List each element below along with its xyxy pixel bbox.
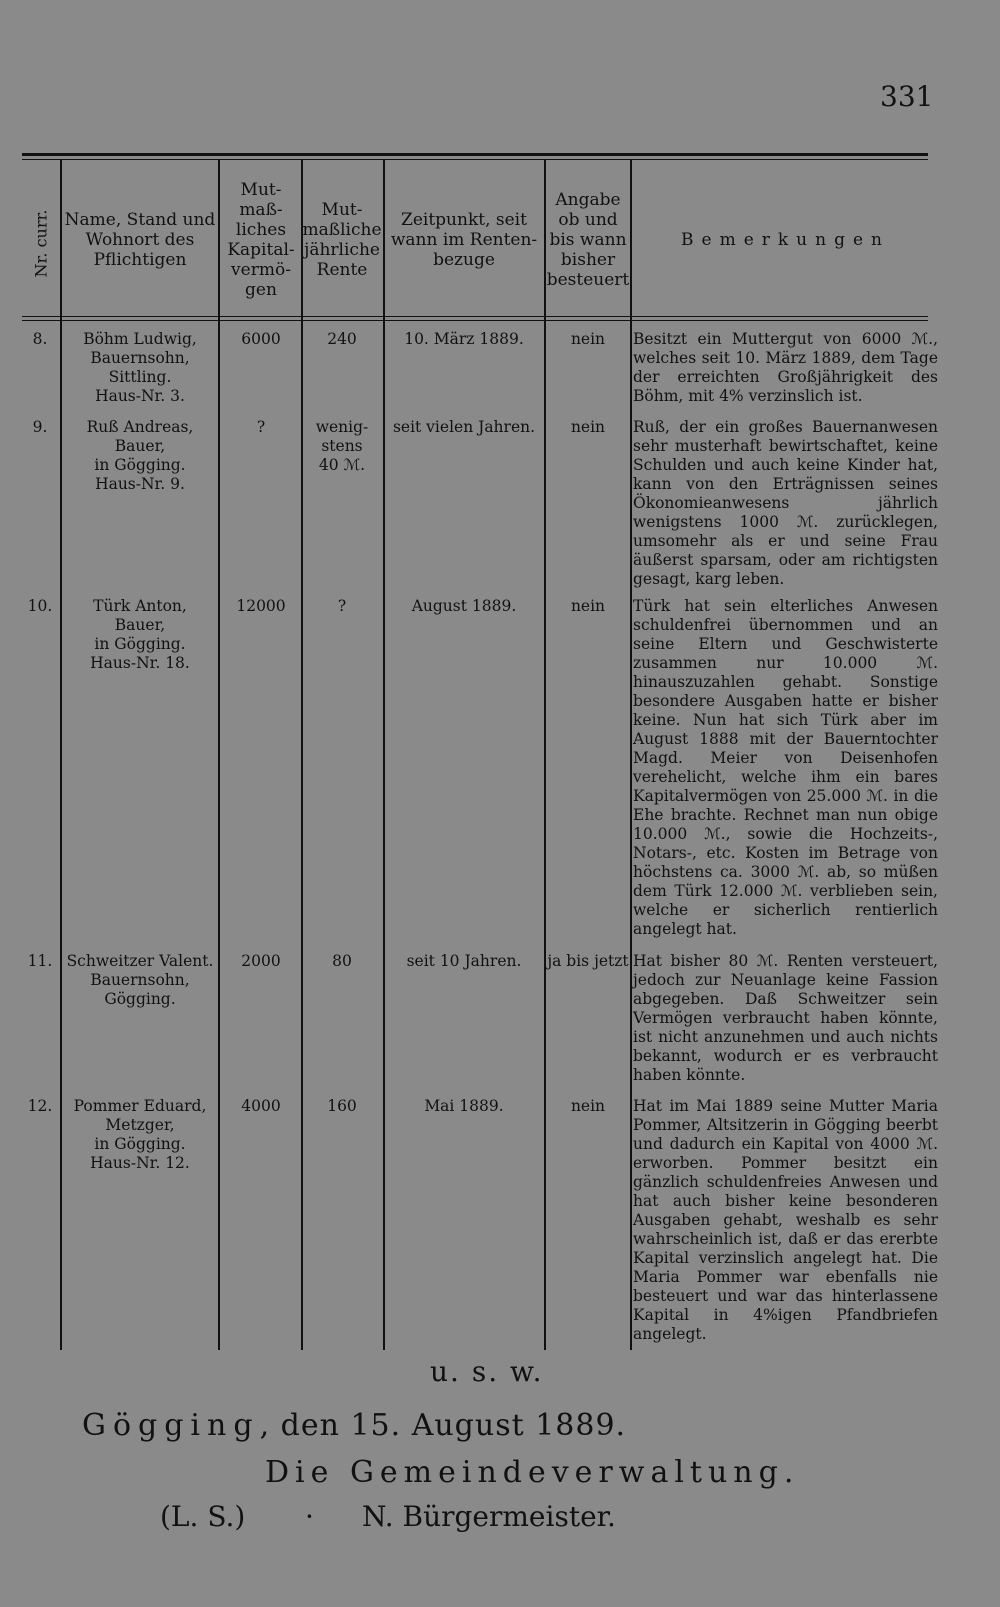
seal-mark: (L. S.) [160,1500,246,1533]
row-name: Türk Anton, Bauer, in Gögging. Haus-Nr. 18. [90,597,190,672]
row-name: Böhm Ludwig, Bauernsohn, Sittling. Haus-Nr. 3. [83,330,197,405]
row-bemerkung: Ruß, der ein großes Bauernanwesen sehr musterhaft bewirtschaftet, keine Schulden und auch keine Kinder hat, kann von den Erträgnissen seines Ökonomieanwesens jährlich wenigstens 1000 ℳ. zurücklegen, umsomehr als er und seine Frau äußerst sparsam, oder am richtigsten gesagt, karg leben. [633,418,938,588]
row-nr: 10. [27,597,53,615]
row-rente: 240 [327,330,357,348]
row-bemerkung: Türk hat sein elterliches Anwesen schuldenfrei übernommen und an seine Eltern und Geschwisterte zusammen nur 10.000 ℳ. hinauszuzahlen gehabt. Sonstige besondere Ausgaben hatte er bisher keine. Nun hat sich Türk aber im August 1888 mit der Bauerntochter Magd. Meier von Deisenhofen verehelicht, welche ihm ein bares Kapitalvermögen von 25.000 ℳ. in die Ehe brachte. Rechnet man nun obige 10.000 ℳ., sowie die Hochzeits-, Notars-, etc. Kosten im Betrage von höchstens ca. 3000 ℳ. ab, so müßen dem Türk 12.000 ℳ. verblieben sein, welche er sicherlich rentierlich angelegt hat. [633,597,938,938]
row-angabe: nein [570,330,606,348]
row-rente: 80 [332,952,352,970]
row-zeitpunkt: Mai 1889. [424,1097,504,1115]
row-nr: 9. [32,418,48,436]
row-angabe: nein [570,1097,606,1115]
row-zeitpunkt: 10. März 1889. [404,330,524,348]
row-angabe: ja bis jetzt [547,952,629,970]
row-rente: 160 [327,1097,357,1115]
page-number: 331 [880,80,934,113]
row-angabe: nein [570,418,606,436]
place-date-line [82,1408,626,1443]
row-kapital: 2000 [241,952,281,970]
header-angabe: Angabe ob und bis wann bisher besteuert [546,190,630,290]
row-name: Ruß Andreas, Bauer, in Gögging. Haus-Nr. 9. [86,418,194,493]
row-kapital: 6000 [241,330,281,348]
row-zeitpunkt: August 1889. [411,597,517,615]
row-nr: 8. [32,330,48,348]
row-bemerkung: Hat bisher 80 ℳ. Renten versteuert, jedoch zur Neuanlage keine Fassion abgegeben. Daß Schweitzer sein Vermögen verbraucht haben könnte, ist nicht anzunehmen und auch nichts bekannt, wodurch er es verbraucht haben könnte. [633,952,938,1084]
row-nr: 11. [27,952,53,970]
row-kapital: 4000 [241,1097,281,1115]
separator-dot: · [305,1500,314,1533]
header-bemerkungen: Bemerkungen [681,230,890,250]
row-bemerkung: Hat im Mai 1889 seine Mutter Maria Pommer, Altsitzerin in Gögging beerbt und dadurch ein Kapital von 4000 ℳ. erworben. Pommer besitzt ein gänzlich schuldenfreies Anwesen und hat auch bisher keine besonderen Ausgaben gehabt, weshalb es sehr wahrscheinlich ist, daß er das ererbte Kapital verzinslich angelegt hat. Die Maria Pommer war ebenfalls nie besteuert und war das hinterlassene Kapital in 4%igen Pfandbriefen angelegt. [633,1097,938,1343]
header-zeitpunkt: Zeitpunkt, seit wann im Renten- bezuge [390,210,538,270]
row-nr: 12. [27,1097,53,1115]
continuation-mark: u. s. w. [430,1355,544,1388]
row-kapital: 12000 [236,597,286,615]
row-rente: ? [337,597,347,615]
header-name: Name, Stand und Wohnort des Pflichtigen [64,210,216,270]
row-rente: wenig- stens 40 ℳ. [315,418,369,474]
header-kapital: Mut- maß- liches Kapital- vermö- gen [227,180,295,300]
administration-signature: Die Gemeindeverwaltung. [265,1455,800,1490]
row-angabe: nein [570,597,606,615]
date-text: , den 15. August 1889. [259,1408,627,1443]
header-rente: Mut- maßliche jährliche Rente [302,200,382,280]
row-name: Pommer Eduard, Metzger, in Gögging. Haus-Nr. 12. [73,1097,207,1172]
mayor-signature: N. Bürgermeister. [362,1500,616,1533]
header-nr: Nr. curr. [31,209,51,277]
row-zeitpunkt: seit vielen Jahren. [392,418,536,436]
row-bemerkung: Besitzt ein Muttergut von 6000 ℳ., welches seit 10. März 1889, dem Tage der erreichten Großjährigkeit des Böhm, mit 4% verzinslich ist. [633,330,938,405]
row-zeitpunkt: seit 10 Jahren. [406,952,522,970]
place-name: Gögging [82,1408,260,1443]
row-name: Schweitzer Valent. Bauernsohn, Gögging. [66,952,214,1008]
row-kapital: ? [256,418,266,436]
